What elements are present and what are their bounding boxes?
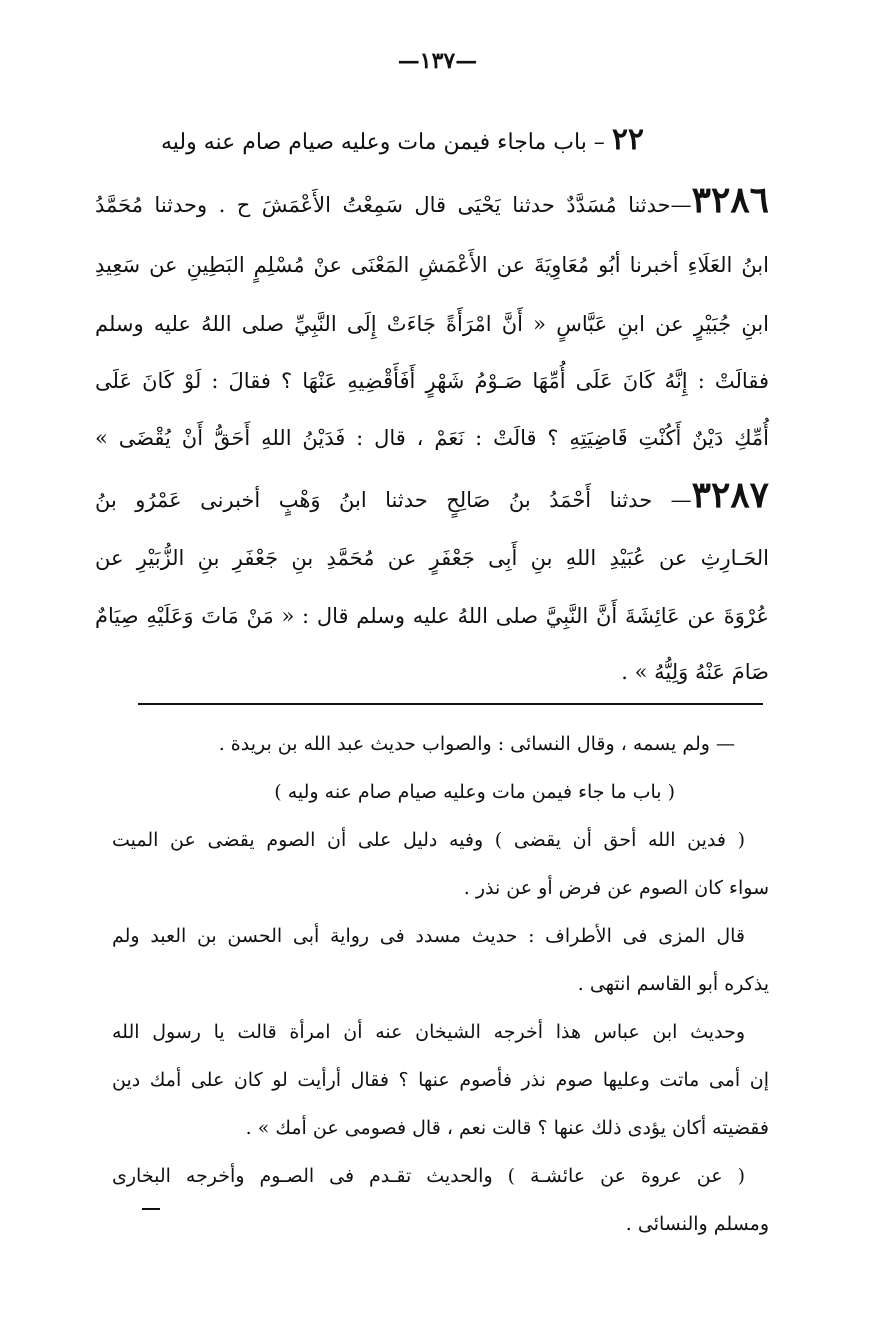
hadith-3286-line-4: فقالَتْ : إِنَّهُ كَانَ عَلَى أُمِّهَا صَـوْمُ شَهْرٍ أَفَأَقْضِيهِ عَنْهَا ؟ فقالَ : لَوْ كَانَ عَلَى <box>95 369 769 393</box>
note-line-4: سواء كان الصوم عن فرض أو عن نذر . <box>463 877 769 899</box>
hadith-text: — حدثنا أَحْمَدُ بنُ صَالِحٍ حدثنا ابنُ وَهْبٍ أخبرنى عَمْرُو بنُ <box>95 488 692 512</box>
page-number: —١٣٧— <box>397 48 478 74</box>
note-line-3: ( فدين الله أحق أن يقضى ) وفيه دليل على أن الصوم يقضى عن الميت <box>112 829 745 851</box>
note-line-11: ومسلم والنسائى . <box>625 1213 769 1235</box>
chapter-number: ٢٢ <box>611 122 645 157</box>
hadith-number-3287: ٣٢٨٧ <box>691 474 769 516</box>
note-line-6: يذكره أبو القاسم انتهى . <box>577 973 769 995</box>
continuation-dash <box>142 1208 160 1210</box>
note-line-10: ( عن عروة عن عائشـة ) والحديث تقـدم فى الصـوم وأخرجه البخارى <box>112 1165 745 1187</box>
note-line-1: — ولم يسمه ، وقال النسائى : والصواب حديث عبد الله بن بريدة . <box>218 733 735 755</box>
note-line-9: فقضيته أكان يؤدى ذلك عنها ؟ قالت نعم ، قال فصومى عن أمك » . <box>245 1117 769 1139</box>
hadith-3287-line-2: الحَـارِثِ عن عُبَيْدِ اللهِ بنِ أَبِى جَعْفَرٍ عن مُحَمَّدِ بنِ جَعْفَرِ بنِ الزُّبَيْرِ عن <box>95 546 769 570</box>
hadith-3287-line-3: عُرْوَةَ عن عَائِشَةَ أَنَّ النَّبِيَّ صلى اللهُ عليه وسلم قال : « مَنْ مَاتَ وَعَلَيْهِ صِيَامٌ <box>95 604 769 628</box>
hadith-3287-line-1 <box>95 475 769 520</box>
note-line-5: قال المزى فى الأطراف : حديث مسدد فى رواية أبى الحسن بن العبد ولم <box>112 925 745 947</box>
hadith-3286-line-1 <box>95 180 769 225</box>
hadith-3286-line-3: ابنِ جُبَيْرٍ عن ابنِ عَبَّاسٍ « أَنَّ امْرَأَةً جَاءَتْ إِلَى النَّبِيِّ صلى اللهُ عليه وسلم <box>95 312 769 336</box>
note-line-7: وحديث ابن عباس هذا أخرجه الشيخان عنه أن امرأة قالت يا رسول الله <box>112 1021 745 1043</box>
note-line-8: إن أمى ماتت وعليها صوم نذر فأصوم عنها ؟ فقال أرأيت لو كان على أمك دين <box>112 1069 769 1091</box>
chapter-title: – باب ماجاء فيمن مات وعليه صيام صام عنه وليه <box>160 130 605 155</box>
hadith-3287-line-4: صَامَ عَنْهُ وَلِيُّهُ » . <box>621 660 769 684</box>
chapter-heading <box>140 122 665 157</box>
hadith-3286-line-5: أُمِّكِ دَيْنٌ أَكُنْتِ قَاضِيَتِهِ ؟ قالَتْ : نَعَمْ ، قال : فَدَيْنُ اللهِ أَحَقُّ أَنْ يُقْضَى » <box>95 426 769 450</box>
hadith-number-3286: ٣٢٨٦ <box>691 179 769 221</box>
hadith-3286-line-2: ابنُ العَلَاءِ أخبرنا أبُو مُعَاوِيَةَ عن الأَعْمَشِ المَعْنَى عنْ مُسْلِمٍ البَطِينِ عن سَعِيدِ <box>95 253 769 277</box>
hadith-text: —حدثنا مُسَدَّدٌ حدثنا يَحْيَى قال سَمِعْتُ الأَعْمَشَ ح . وحدثنا مُحَمَّدُ <box>95 193 692 217</box>
note-line-2: ( باب ما جاء فيمن مات وعليه صيام صام عنه وليه ) <box>274 781 675 803</box>
footnote-separator <box>138 703 763 705</box>
